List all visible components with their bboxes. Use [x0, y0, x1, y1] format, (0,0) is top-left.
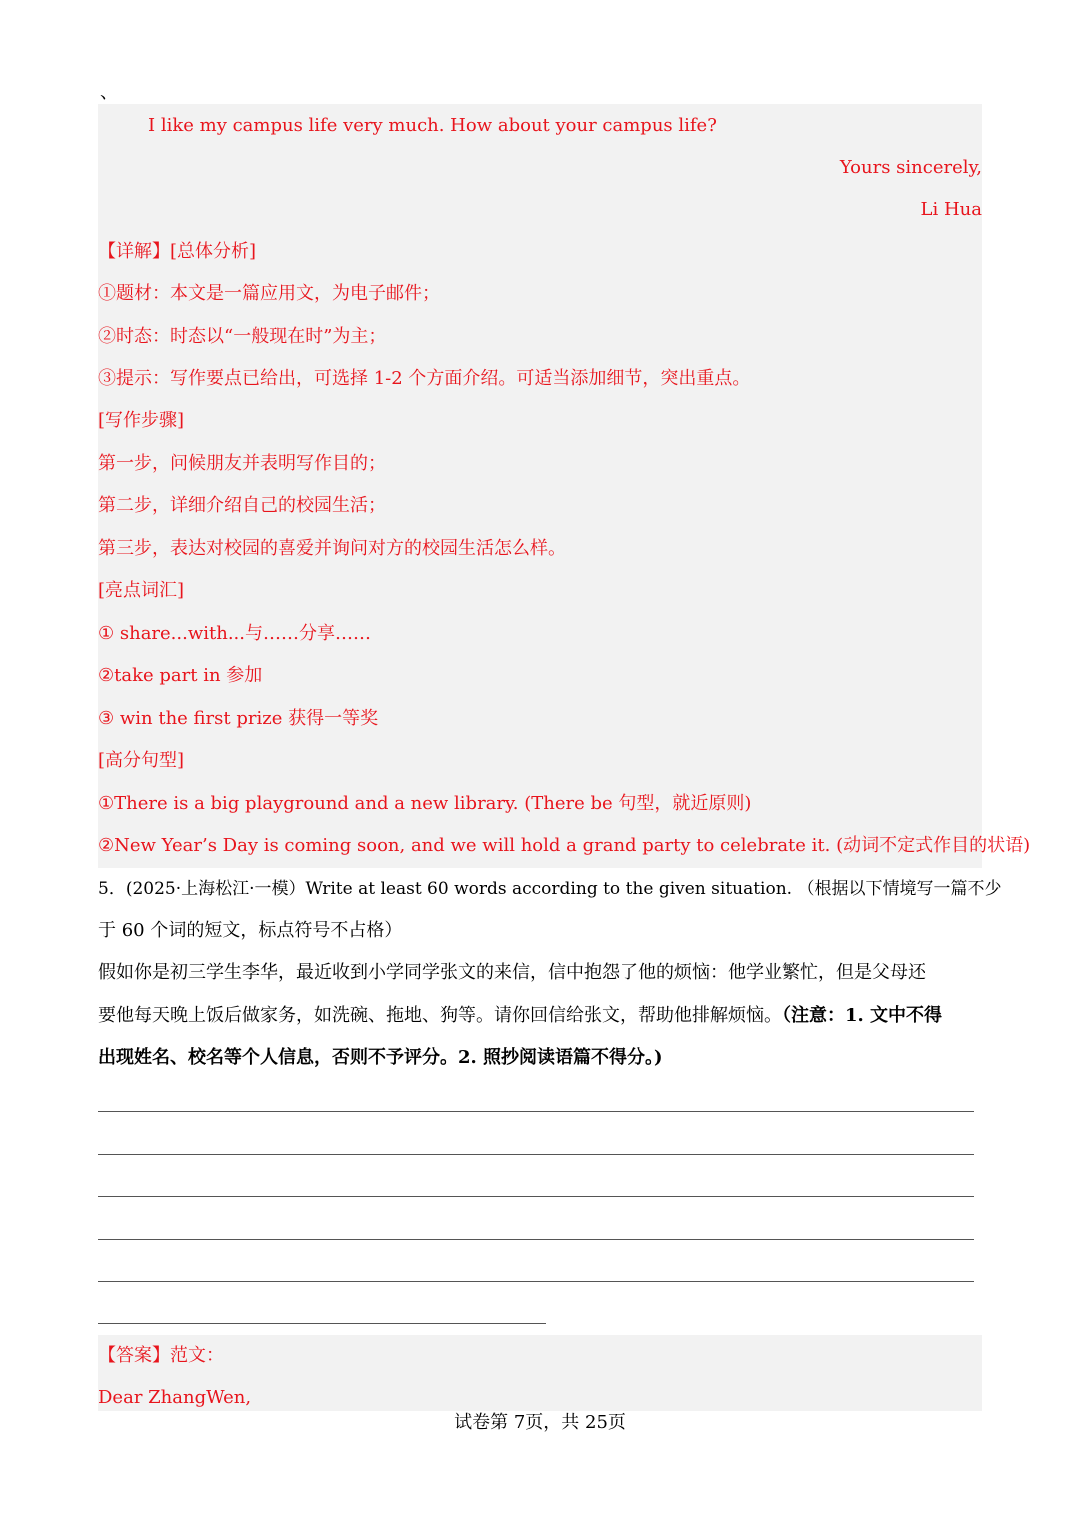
question5-note: （注意：1. 文中不得	[782, 1005, 943, 1026]
vocab-item: ① share...with...与……分享……	[98, 623, 371, 644]
writing-line	[98, 1154, 974, 1155]
page-footer: 试卷第 7页，共 25页	[454, 1412, 626, 1433]
analysis-heading: 【详解】[总体分析]	[98, 241, 257, 262]
writing-line	[98, 1281, 974, 1282]
vocab-heading: [亮点词汇]	[98, 580, 185, 601]
writing-line	[98, 1323, 546, 1324]
question5-line: 假如你是初三学生李华，最近收到小学同学张文的来信，信中抱怨了他的烦恼：他学业繁忙，但是父母还	[98, 962, 926, 983]
writing-line	[98, 1239, 974, 1240]
writing-line	[98, 1196, 974, 1197]
writing-line	[98, 1111, 974, 1112]
sentence-heading: [高分句型]	[98, 750, 185, 771]
letter-closing-line: I like my campus life very much. How about your campus life?	[148, 115, 717, 136]
step-item: 第三步，表达对校园的喜爱并询问对方的校园生活怎么样。	[98, 538, 566, 559]
analysis-point: ①题材：本文是一篇应用文，为电子邮件；	[98, 283, 440, 304]
vocab-item: ②take part in 参加	[98, 665, 263, 686]
step-item: 第一步，问候朋友并表明写作目的；	[98, 453, 386, 474]
analysis-point: ③提示：写作要点已给出，可选择 1-2 个方面介绍。可适当添加细节，突出重点。	[98, 368, 751, 389]
letter-signature: Li Hua	[920, 199, 982, 220]
answer-salutation: Dear ZhangWen,	[98, 1387, 252, 1408]
answer-heading: 【答案】范文：	[98, 1345, 224, 1366]
question5-line	[98, 995, 942, 1037]
steps-heading: [写作步骤]	[98, 410, 185, 431]
top-mark: 、	[100, 82, 118, 103]
vocab-item: ③ win the first prize 获得一等奖	[98, 708, 379, 729]
letter-sign-off: Yours sincerely,	[839, 157, 982, 178]
question5-instruction: 要他每天晚上饭后做家务，如洗碗、拖地、狗等。请你回信给张文，帮助他排解烦恼。	[98, 1005, 782, 1026]
sentence-item: ①There is a big playground and a new library. (There be 句型，就近原则)	[98, 793, 752, 814]
question5-line: 于 60 个词的短文，标点符号不占格）	[98, 920, 403, 941]
question5-line: 5．(2025·上海松江·一模）Write at least 60 words according to the given situation. （根据以下情境写一篇不少	[98, 879, 1002, 899]
sentence-item: ②New Year’s Day is coming soon, and we will hold a grand party to celebrate it. (动词不定式作目的状语)	[98, 835, 1031, 856]
step-item: 第二步，详细介绍自己的校园生活；	[98, 495, 386, 516]
question5-note: 出现姓名、校名等个人信息，否则不予评分。2. 照抄阅读语篇不得分。)	[98, 1047, 663, 1068]
analysis-point: ②时态：时态以“一般现在时”为主；	[98, 326, 387, 347]
